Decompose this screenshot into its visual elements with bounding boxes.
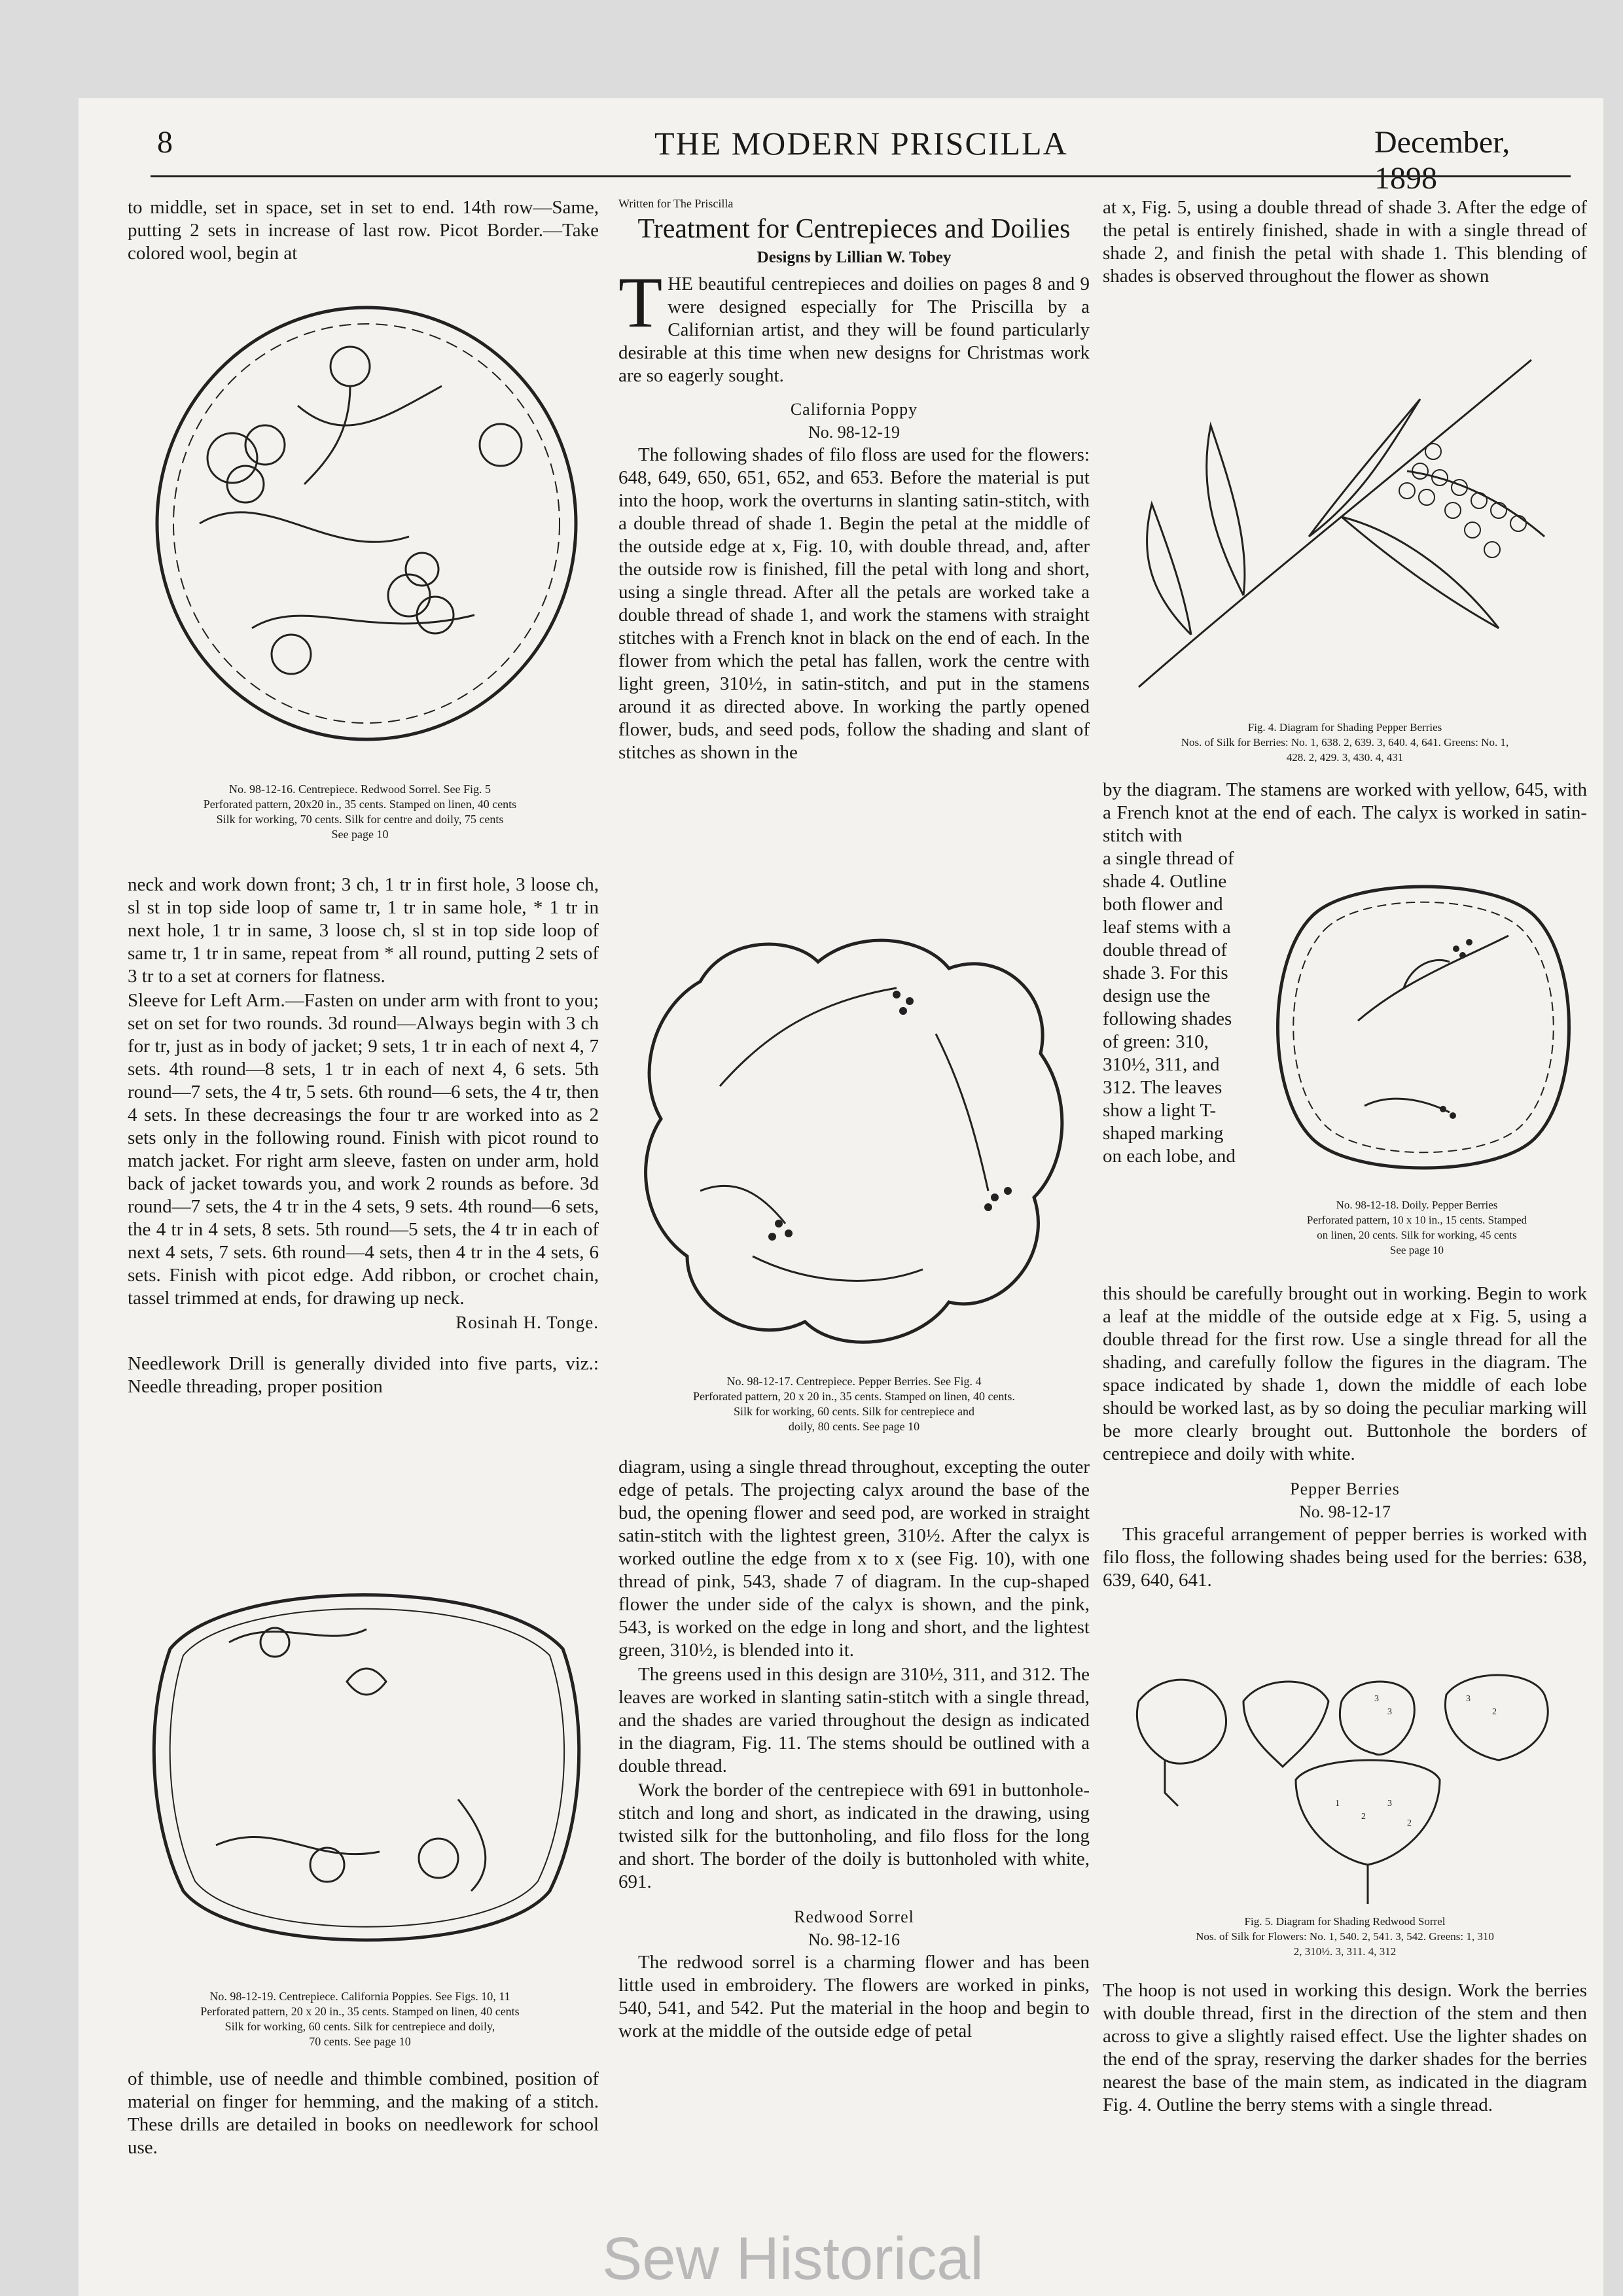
col1-sleeve-text: Sleeve for Left Arm.—Fasten on under arm with front to you; set on set for two rounds. 3d round—Always begin with 3 ch for tr, just as in body of jacket; 9 sets, 1 tr in each of next 4, 7 sets. 4th round—8 sets, 1 tr in each of next 4, 6 sets. 5th round—7 sets, the 4 tr, 5 sets. 6th round—6 sets, the 4 tr, then 4 sets. In these decreasings the four tr are worked into as 2 sets only in the following round. Finish with picot round to match jacket. For right arm sleeve, fasten on under arm, hold back of jacket towards you, and work 2 rounds as before. 3d round—7 sets, the 4 tr in the 4 sets, 9 sets. 4th round—6 sets, the 4 tr in 4 sets, 8 sets. 5th round—5 sets, the 4 tr in each of next 4 sets, 7 sets. 6th round—4 sets, then 4 tr in the 4 sets, 6 sets. Finish with picot edge. Add ribbon, or crochet chain, tassel trimmed at ends, for drawing up neck.: [128, 990, 599, 1309]
doily-illustration: [1260, 870, 1587, 1191]
fig5-caption-line-2: Nos. of Silk for Flowers: No. 1, 540. 2, 541. 3, 542. Greens: 1, 310: [1196, 1930, 1494, 1943]
written-for-note: Written for The Priscilla: [618, 197, 734, 210]
poppy-centrepiece-illustration: [131, 1551, 602, 1969]
drop-cap: T: [618, 262, 663, 342]
sorrel-caption-line-4: See page 10: [331, 828, 389, 841]
poppy-caption-line-2: Perforated pattern, 20 x 20 in., 35 cents. Stamped on linen, 40 cents: [200, 2005, 520, 2018]
svg-text:3: 3: [1387, 1707, 1392, 1717]
col3-hoop-text: The hoop is not used in working this design. Work the berries with double thread, first in the direction of the stem and then across to give a slightly raised effect. Use the lighter shades on the end of the spray, reserving the darker shades for the berries nearest the base of the main stem, as indicated in the diagram Fig. 4. Outline the berry stems with a single thread.: [1103, 1980, 1587, 2115]
column-1-middle: [128, 874, 599, 1400]
article-byline: Designs by Lillian W. Tobey: [757, 249, 952, 266]
col1-neck-text: neck and work down front; 3 ch, 1 tr in first hole, 3 loose ch, sl st in top side loop of same tr, 1 tr in same hole, * 1 tr in next hole, 1 tr in same, 3 loose ch, sl st in top side loop of same tr, 1 tr in same, repeat from * all round, putting 2 sets of 3 tr to a set at corners for flatness.: [128, 874, 599, 987]
svg-text:3: 3: [1466, 1694, 1471, 1704]
doily-caption-line-1: No. 98-12-18. Doily. Pepper Berries: [1336, 1199, 1498, 1211]
svg-text:2: 2: [1492, 1707, 1497, 1717]
column-3-top: [1103, 196, 1587, 289]
col3-narrow-text: a single thread of shade 4. Outline both flower and leaf stems with a double thread of shade 3. For this design use the following shades of green: 310, 310½, 311, and 312. The leaves show a light T-shaped marking on each lobe, and: [1103, 848, 1236, 1167]
page-header: [79, 124, 1577, 196]
poppy-border-text: Work the border of the centrepiece with 691 in buttonhole-stitch and long and short, as indicated in the drawing, using twisted silk for the buttonholing, and filo floss for the long and short. The border of the doily is buttonholed with white, 691.: [618, 1780, 1090, 1892]
pepper-section-number: No. 98-12-17: [1298, 1502, 1391, 1521]
poppy-caption-line-4: 70 cents. See page 10: [309, 2035, 411, 2048]
author-signature: Rosinah H. Tonge.: [455, 1313, 599, 1332]
sorrel-caption-line-1: No. 98-12-16. Centrepiece. Redwood Sorrel. See Fig. 5: [229, 783, 491, 796]
pepper-caption-line-1: No. 98-12-17. Centrepiece. Pepper Berries. See Fig. 4: [726, 1375, 982, 1388]
pepper-caption-line-2: Perforated pattern, 20 x 20 in., 35 cents. Stamped on linen, 40 cents.: [693, 1390, 1015, 1403]
sorrel-section-number: No. 98-12-16: [808, 1930, 901, 1949]
issue-date: December, 1898: [1374, 125, 1510, 196]
fig5-sorrel-diagram: [1126, 1662, 1571, 1911]
page-number: 8: [157, 125, 173, 160]
pepper-centrepiece-illustration: [622, 916, 1080, 1368]
pepper-caption-line-4: doily, 80 cents. See page 10: [788, 1420, 920, 1433]
svg-text:2: 2: [1361, 1812, 1366, 1822]
watermark: Sew Historical: [602, 2225, 984, 2292]
sorrel-caption: [118, 782, 602, 842]
column-1-bottom: [128, 2068, 599, 2161]
poppy-caption-line-1: No. 98-12-19. Centrepiece. California Poppies. See Figs. 10, 11: [209, 1990, 510, 2003]
pepper-text: This graceful arrangement of pepper berries is worked with filo floss, the following shades being used for the berries: 638, 639, 640, 641.: [1103, 1524, 1587, 1591]
col3-top-text: at x, Fig. 5, using a double thread of shade 3. After the edge of the petal is entirely finished, shade in with a single thread of shade 2, and finish the petal with shade 1. This blending of shades is observed throughout the flower as shown: [1103, 197, 1587, 287]
column-1-top: [128, 196, 599, 266]
article-heading: Treatment for Centrepieces and Doilies: [637, 214, 1071, 244]
svg-text:1: 1: [1335, 1799, 1340, 1809]
column-3-middle: [1103, 1282, 1587, 1593]
poppy-section-number: No. 98-12-19: [808, 423, 901, 442]
doily-caption-line-4: See page 10: [1389, 1244, 1444, 1256]
poppy-diagram-text: diagram, using a single thread throughout, excepting the outer edge of petals. The projecting calyx around the base of the bud, the opening flower and seed pod, are worked in straight satin-stitch with the lightest green, 310½. After the calyx is worked outline the edge from x to x (see Fig. 10), with one thread of pink, 543, shade 7 of diagram. In the cup-shaped flower the under side of the calyx is shown, and the pink, 543, is worked on the edge in long and short, and the lightest green, 310½, is blended into it.: [618, 1457, 1090, 1661]
masthead-title: THE MODERN PRISCILLA: [654, 125, 1068, 162]
column-2-top: [618, 196, 1090, 766]
fig5-caption-line-3: 2, 310½. 3, 311. 4, 312: [1293, 1945, 1397, 1958]
sorrel-section-title: Redwood Sorrel: [794, 1907, 914, 1926]
sorrel-caption-line-3: Silk for working, 70 cents. Silk for centre and doily, 75 cents: [216, 813, 504, 826]
svg-text:3: 3: [1374, 1694, 1379, 1704]
poppy-caption-line-3: Silk for working, 60 cents. Silk for centrepiece and doily,: [224, 2020, 495, 2033]
header-rule: [151, 175, 1571, 177]
col3-diagram-text: by the diagram. The stamens are worked with yellow, 645, with a French knot at the end of each. The calyx is worked in satin-stitch with: [1103, 779, 1587, 846]
doily-caption-line-3: on linen, 20 cents. Silk for working, 45 cents: [1317, 1229, 1517, 1241]
svg-text:2: 2: [1407, 1818, 1412, 1828]
intro-text: HE beautiful centrepieces and doilies on pages 8 and 9 were designed especially for The Priscilla by a Californian artist, and they will be found particularly desirable at this time when new designs for Christmas work are so eagerly sought.: [618, 274, 1090, 386]
svg-text:3: 3: [1387, 1799, 1392, 1809]
column-3-continued: [1103, 779, 1587, 849]
fig4-caption-line-2: Nos. of Silk for Berries: No. 1, 638. 2, 639. 3, 640. 4, 641. Greens: No. 1,: [1181, 736, 1509, 749]
column-3-narrow: [1103, 847, 1240, 1169]
sorrel-centrepiece-illustration: [134, 288, 599, 759]
column-2-bottom: [618, 1456, 1090, 2044]
column-3-bottom: [1103, 1979, 1587, 2118]
pepper-section-title: Pepper Berries: [1290, 1479, 1400, 1498]
poppy-text: The following shades of filo floss are used for the flowers: 648, 649, 650, 651, 652, and 653. Before the material is put into the hoop, work the overturns in slanting satin-stitch, with a double thread of shade 1. Begin the petal at the middle of the outside edge at x, Fig. 10, with double thread, and, after the outside row is finished, fill the petal with long and short, using a single thread. After all the petals are worked take a double thread of shade 1, and work the stamens with straight stitches with a French knot in black on the end of each. In the flower from which the petal has fallen, work the centre with light green, 310½, in satin-stitch, and put in the stamens around it as directed above. In working the partly opened flower, buds, and seed pods, follow the shading and slant of stitches as shown in the: [618, 444, 1090, 763]
doily-caption-line-2: Perforated pattern, 10 x 10 in., 15 cents. Stamped: [1306, 1214, 1527, 1226]
col1-top-text: to middle, set in space, set in set to end. 14th row—Same, putting 2 sets in increase of last row. Picot Border.—Take colored wool, begin at: [128, 197, 599, 264]
fig5-caption-line-1: Fig. 5. Diagram for Shading Redwood Sorrel: [1244, 1915, 1446, 1928]
article-intro: [618, 262, 1090, 387]
doily-caption: [1243, 1197, 1590, 1258]
poppy-section-title: California Poppy: [790, 400, 918, 419]
sorrel-text: The redwood sorrel is a charming flower and has been little used in embroidery. The flowers are worked in pinks, 540, 541, and 542. Put the material in the hoop and begin to work at the middle of the outside edge of petal: [618, 1952, 1090, 2041]
col3-leaves-text: this should be carefully brought out in working. Begin to work a leaf at the middle of the outside edge at x Fig. 5, using a double thread for the first row. Use a single thread for all the shading, and carefully follow the figures in the diagram. The space indicated by shade 1, down the middle of each lobe should be worked last, as by so doing the peculiar marking will be more clearly brought out. Buttonhole the borders of centrepiece and doily with white.: [1103, 1283, 1587, 1464]
pepper-caption-line-3: Silk for working, 60 cents. Silk for centrepiece and: [734, 1405, 974, 1418]
poppy-caption: [118, 1989, 602, 2049]
fig4-pepper-diagram: [1113, 321, 1571, 713]
fig4-caption: [1106, 720, 1584, 765]
poppy-greens-text: The greens used in this design are 310½, 311, and 312. The leaves are worked in slanting satin-stitch with a single thread, and the shades are varied throughout the design as indicated in the diagram, Fig. 11. The stems should be outlined with a double thread.: [618, 1664, 1090, 1776]
col1-bottom-text: of thimble, use of needle and thimble combined, position of material on finger for hemming, and the making of a stitch. These drills are detailed in books on needlework for school use.: [128, 2068, 599, 2158]
col1-drill-text: Needlework Drill is generally divided into five parts, viz.: Needle threading, proper position: [128, 1353, 599, 1397]
fig4-caption-line-3: 428. 2, 429. 3, 430. 4, 431: [1286, 751, 1404, 764]
fig5-caption: [1106, 1914, 1584, 1959]
pepper-caption: [618, 1374, 1090, 1434]
sorrel-caption-line-2: Perforated pattern, 20x20 in., 35 cents. Stamped on linen, 40 cents: [203, 798, 517, 811]
fig4-caption-line-1: Fig. 4. Diagram for Shading Pepper Berries: [1247, 721, 1442, 733]
